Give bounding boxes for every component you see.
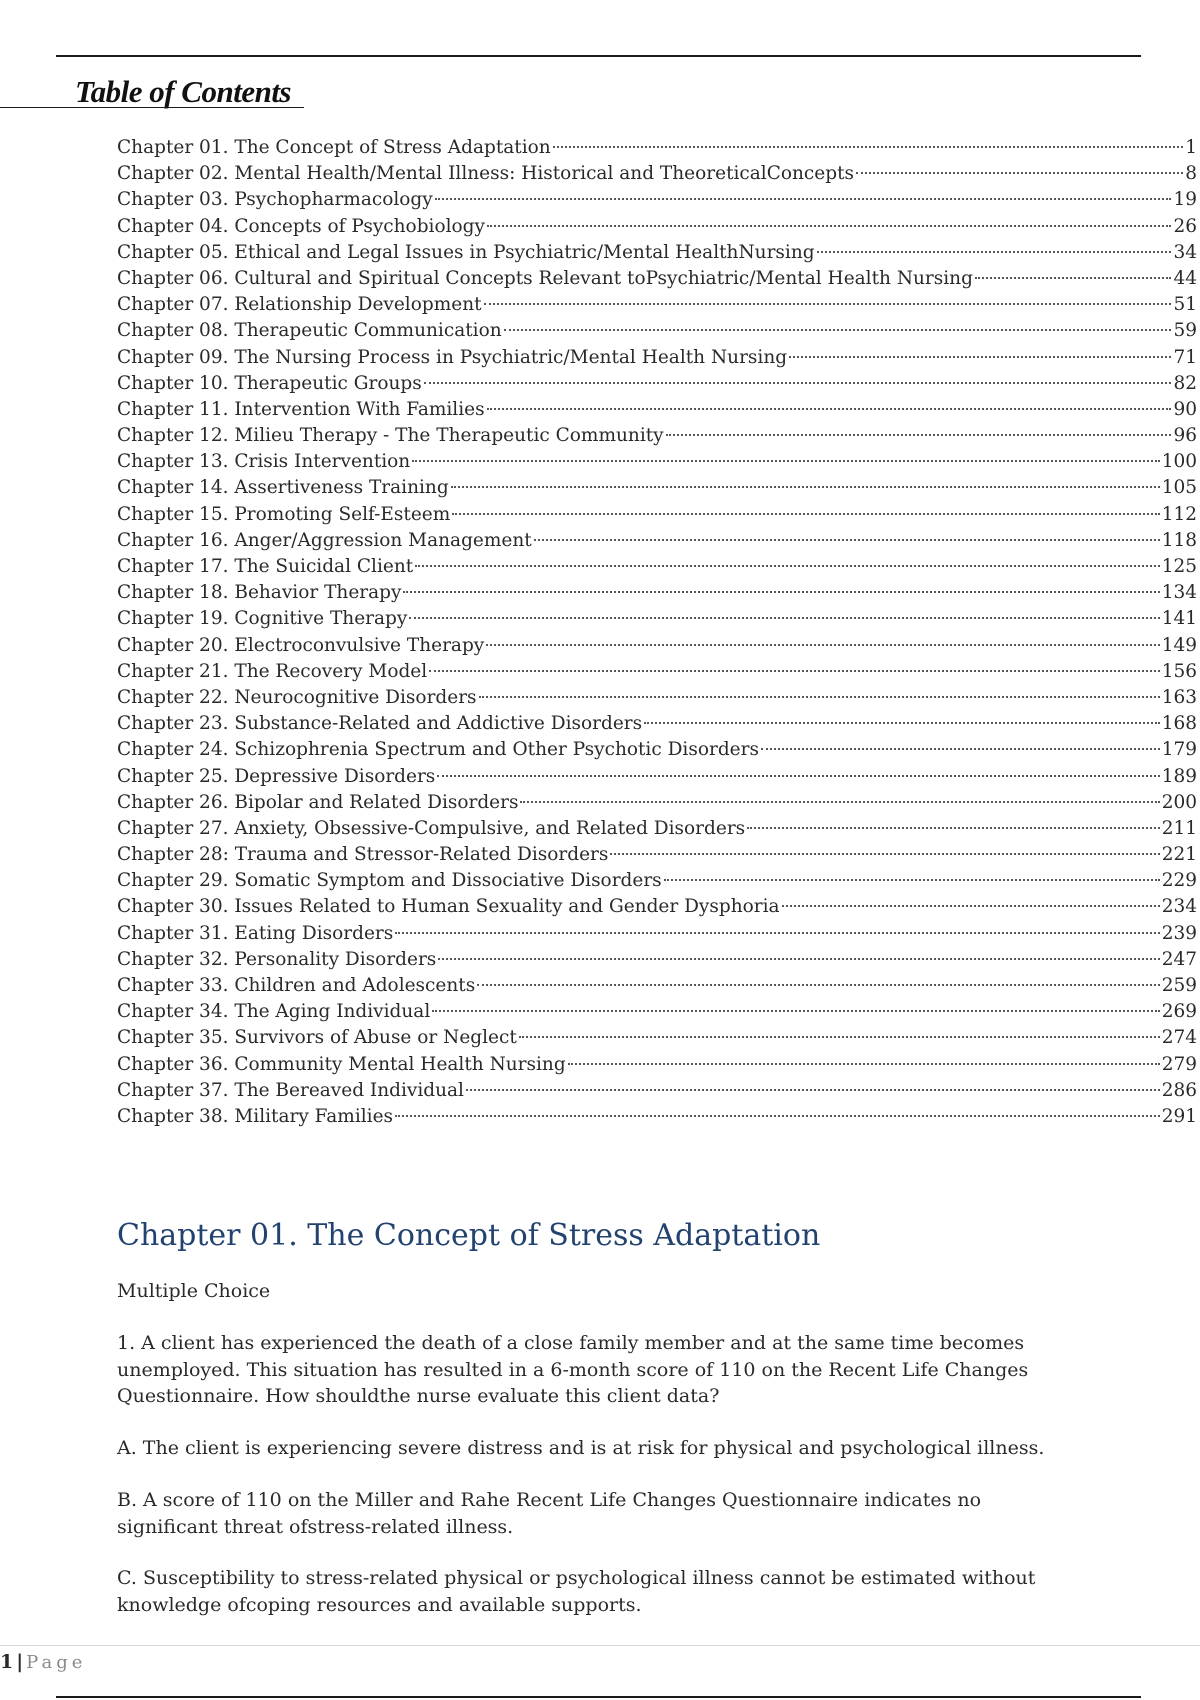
- toc-entry-label: Chapter 35. Survivors of Abuse or Neglect: [117, 1027, 517, 1049]
- toc-entry[interactable]: [117, 475, 1197, 501]
- toc-title: Table of Contents: [75, 74, 291, 109]
- toc-entry-label: Chapter 14. Assertiveness Training: [117, 477, 449, 499]
- toc-entry[interactable]: [117, 1078, 1197, 1104]
- toc-entry[interactable]: [117, 816, 1197, 842]
- toc-entry-label: Chapter 03. Psychopharmacology: [117, 189, 433, 211]
- toc-entry-page: 44: [1173, 267, 1197, 289]
- toc-dot-leader: [466, 1088, 1160, 1091]
- toc-entry-label: Chapter 28: Trauma and Stressor-Related Disorders: [117, 844, 609, 866]
- toc-entry-label: Chapter 37. The Bereaved Individual: [117, 1079, 464, 1101]
- toc-dot-leader: [487, 224, 1172, 227]
- toc-dot-leader: [403, 590, 1159, 593]
- toc-entry-page: 234: [1161, 896, 1197, 918]
- toc-entry-page: 96: [1173, 425, 1197, 447]
- toc-dot-leader: [451, 485, 1160, 488]
- toc-entry-label: Chapter 11. Intervention With Families: [117, 398, 485, 420]
- toc-entry-label: Chapter 32. Personality Disorders: [117, 948, 437, 970]
- toc-entry-page: 125: [1161, 556, 1197, 577]
- toc-dot-leader: [747, 826, 1160, 829]
- option-b: B. A score of 110 on the Miller and Rahe Recent Life Changes Questionnaire indicates no significant threat ofstress-related illness.: [117, 1489, 982, 1538]
- toc-dot-leader: [856, 171, 1183, 174]
- toc-entry-label: Chapter 22. Neurocognitive Disorders: [117, 686, 477, 708]
- toc-dot-leader: [761, 747, 1160, 750]
- page-footer: [0, 1651, 86, 1673]
- toc-entry-page: 141: [1161, 608, 1197, 630]
- toc-entry-label: Chapter 01. The Concept of Stress Adaptation: [117, 137, 551, 158]
- toc-dot-leader: [432, 1009, 1159, 1012]
- toc-entry-label: Chapter 20. Electroconvulsive Therapy: [117, 634, 485, 656]
- toc-entry[interactable]: [117, 1052, 1197, 1078]
- toc-entry[interactable]: [117, 1104, 1197, 1130]
- toc-entry[interactable]: [117, 371, 1197, 397]
- toc-entry-page: 229: [1161, 870, 1197, 892]
- toc-entry-label: Chapter 34. The Aging Individual: [117, 1001, 431, 1023]
- toc-entry[interactable]: [117, 633, 1197, 659]
- toc-entry-page: 34: [1173, 241, 1197, 263]
- toc-entry-page: 71: [1173, 346, 1197, 368]
- toc-entry[interactable]: [117, 711, 1197, 737]
- toc-entry[interactable]: [117, 161, 1197, 187]
- toc-dot-leader: [424, 381, 1172, 384]
- toc-entry-label: Chapter 07. Relationship Development: [117, 294, 482, 316]
- toc-entry-page: 286: [1161, 1079, 1197, 1101]
- toc-entry[interactable]: [117, 580, 1197, 606]
- toc-dot-leader: [435, 197, 1172, 200]
- toc-title-underline: [0, 107, 304, 108]
- toc-entry[interactable]: [117, 606, 1197, 632]
- toc-dot-leader: [519, 1035, 1160, 1038]
- toc-entry[interactable]: [117, 894, 1197, 920]
- toc-entry-page: 269: [1161, 1001, 1197, 1023]
- toc-entry[interactable]: [117, 266, 1197, 292]
- toc-entry[interactable]: [117, 921, 1197, 947]
- toc-entry-page: 259: [1161, 975, 1197, 996]
- toc-dot-leader: [437, 774, 1159, 777]
- toc-dot-leader: [477, 983, 1159, 986]
- toc-dot-leader: [452, 512, 1159, 515]
- toc-entry-label: Chapter 09. The Nursing Process in Psychiatric/Mental Health Nursing: [117, 346, 788, 368]
- toc-entry[interactable]: [117, 397, 1197, 423]
- toc-entry[interactable]: [117, 659, 1197, 685]
- toc-entry-label: Chapter 17. The Suicidal Client: [117, 556, 414, 577]
- option-a: A. The client is experiencing severe distress and is at risk for physical and psychological illness.: [117, 1437, 1045, 1459]
- toc-entry-page: 100: [1161, 451, 1197, 473]
- toc-dot-leader: [504, 328, 1172, 331]
- toc-entry-page: 90: [1173, 398, 1197, 420]
- toc-entry-label: Chapter 29. Somatic Symptom and Dissociative Disorders: [117, 870, 662, 892]
- toc-entry[interactable]: [117, 240, 1197, 266]
- question-text: 1. A client has experienced the death of a close family member and at the same time becomes unemployed. This situation has resulted in a 6-month score of 110 on the Recent Life Changes Questionnaire. How shouldthe nurse evaluate this client data?: [117, 1332, 1029, 1407]
- toc-entry-page: 239: [1161, 922, 1197, 944]
- toc-entry-label: Chapter 08. Therapeutic Communication: [117, 320, 502, 342]
- toc-entry-label: Chapter 12. Milieu Therapy - The Therapeutic Community: [117, 425, 664, 447]
- toc-dot-leader: [975, 276, 1172, 279]
- toc-entry-label: Chapter 16. Anger/Aggression Management: [117, 529, 532, 551]
- toc-entry-page: 82: [1173, 372, 1197, 394]
- toc-entry-page: 211: [1161, 817, 1197, 839]
- toc-dot-leader: [395, 1114, 1160, 1117]
- toc-dot-leader: [817, 250, 1172, 253]
- toc-entry[interactable]: [117, 973, 1197, 999]
- toc-entry[interactable]: [117, 999, 1197, 1025]
- toc-dot-leader: [553, 145, 1184, 148]
- toc-entry-page: 59: [1173, 320, 1197, 342]
- toc-dot-leader: [484, 302, 1172, 305]
- toc-entry[interactable]: [117, 554, 1197, 580]
- toc-entry[interactable]: [117, 842, 1197, 868]
- toc-entry[interactable]: [117, 528, 1197, 554]
- toc-entry-label: Chapter 38. Military Families: [117, 1105, 394, 1127]
- toc-entry-label: Chapter 30. Issues Related to Human Sexuality and Gender Dysphoria: [117, 896, 780, 918]
- toc-entry[interactable]: [117, 214, 1197, 240]
- toc-entry-label: Chapter 10. Therapeutic Groups: [117, 372, 422, 394]
- toc-entry[interactable]: [117, 292, 1197, 318]
- toc-dot-leader: [789, 355, 1171, 358]
- toc-entry-page: 8: [1185, 163, 1197, 185]
- toc-entry-label: Chapter 23. Substance-Related and Addictive Disorders: [117, 713, 643, 735]
- top-rule: [56, 55, 1141, 57]
- toc-dot-leader: [415, 564, 1160, 567]
- toc-dot-leader: [395, 931, 1159, 934]
- toc-entry[interactable]: [117, 868, 1197, 894]
- toc-entry-page: 112: [1161, 503, 1197, 525]
- toc-entry-page: 179: [1161, 739, 1197, 761]
- toc-entry[interactable]: [117, 135, 1197, 161]
- footer-page-word: Page: [26, 1652, 87, 1673]
- toc-entry[interactable]: [117, 685, 1197, 711]
- toc-entry-label: Chapter 18. Behavior Therapy: [117, 582, 402, 604]
- toc-dot-leader: [429, 669, 1160, 672]
- toc-entry[interactable]: [117, 790, 1197, 816]
- toc-entry-page: 19: [1173, 189, 1197, 211]
- toc-entry-label: Chapter 33. Children and Adolescents: [117, 975, 476, 996]
- toc-entry[interactable]: [117, 764, 1197, 790]
- toc-dot-leader: [412, 459, 1159, 462]
- toc-entry-label: Chapter 36. Community Mental Health Nursing: [117, 1053, 566, 1075]
- toc-list: [117, 135, 1197, 1130]
- toc-entry-page: 168: [1161, 713, 1197, 735]
- toc-dot-leader: [610, 852, 1159, 855]
- toc-entry-page: 105: [1161, 477, 1197, 499]
- toc-entry-page: 134: [1161, 582, 1197, 604]
- toc-entry[interactable]: [117, 1025, 1197, 1051]
- toc-entry-page: 274: [1161, 1027, 1197, 1049]
- footer-separator: |: [16, 1651, 24, 1673]
- toc-dot-leader: [486, 643, 1159, 646]
- option-c: C. Susceptibility to stress-related physical or psychological illness cannot be estimated without knowledge ofcoping resources and available supports.: [117, 1567, 1036, 1616]
- section-label: Multiple Choice: [117, 1280, 271, 1302]
- footer-rule: [0, 1645, 1200, 1646]
- toc-entry[interactable]: [117, 318, 1197, 344]
- toc-entry-label: Chapter 05. Ethical and Legal Issues in Psychiatric/Mental HealthNursing: [117, 241, 815, 263]
- toc-entry-label: Chapter 06. Cultural and Spiritual Concepts Relevant toPsychiatric/Mental Health Nursing: [117, 267, 973, 289]
- toc-entry-label: Chapter 19. Cognitive Therapy: [117, 608, 408, 630]
- toc-entry-label: Chapter 27. Anxiety, Obsessive-Compulsive, and Related Disorders: [117, 817, 746, 839]
- bottom-rule: [56, 1696, 1141, 1698]
- toc-entry-page: 1: [1185, 137, 1197, 158]
- toc-entry-page: 163: [1161, 686, 1197, 708]
- toc-entry[interactable]: [117, 947, 1197, 973]
- toc-entry-page: 200: [1161, 791, 1197, 813]
- toc-entry-page: 118: [1161, 529, 1197, 551]
- toc-entry-label: Chapter 21. The Recovery Model: [117, 660, 428, 682]
- toc-dot-leader: [568, 1062, 1160, 1065]
- toc-entry-label: Chapter 02. Mental Health/Mental Illness: Historical and TheoreticalConcepts: [117, 163, 855, 185]
- toc-entry[interactable]: [117, 737, 1197, 763]
- chapter-heading: Chapter 01. The Concept of Stress Adaptation: [117, 1218, 821, 1253]
- toc-entry-label: Chapter 13. Crisis Intervention: [117, 451, 411, 473]
- toc-entry-page: 156: [1161, 660, 1197, 682]
- toc-dot-leader: [487, 407, 1172, 410]
- toc-dot-leader: [664, 878, 1160, 881]
- toc-dot-leader: [666, 433, 1172, 436]
- toc-entry[interactable]: [117, 449, 1197, 475]
- toc-dot-leader: [644, 721, 1160, 724]
- toc-dot-leader: [520, 800, 1159, 803]
- toc-entry-label: Chapter 26. Bipolar and Related Disorders: [117, 791, 519, 813]
- toc-entry[interactable]: [117, 502, 1197, 528]
- toc-dot-leader: [782, 904, 1160, 907]
- toc-dot-leader: [438, 957, 1159, 960]
- toc-entry-page: 189: [1161, 765, 1197, 787]
- toc-entry-page: 221: [1161, 844, 1197, 866]
- toc-entry[interactable]: [117, 423, 1197, 449]
- footer-page-number: 1: [0, 1651, 14, 1673]
- toc-entry[interactable]: [117, 345, 1197, 371]
- toc-entry-page: 51: [1173, 294, 1197, 316]
- toc-entry-label: Chapter 04. Concepts of Psychobiology: [117, 215, 485, 237]
- toc-entry-label: Chapter 15. Promoting Self-Esteem: [117, 503, 451, 525]
- toc-dot-leader: [479, 695, 1160, 698]
- toc-entry-page: 279: [1161, 1053, 1197, 1075]
- toc-entry-label: Chapter 31. Eating Disorders: [117, 922, 394, 944]
- toc-entry-page: 247: [1161, 948, 1197, 970]
- toc-entry-page: 291: [1161, 1105, 1197, 1127]
- toc-entry-page: 149: [1161, 634, 1197, 656]
- toc-dot-leader: [409, 616, 1159, 619]
- toc-entry-label: Chapter 24. Schizophrenia Spectrum and Other Psychotic Disorders: [117, 739, 759, 761]
- toc-dot-leader: [534, 538, 1160, 541]
- toc-entry-page: 26: [1173, 215, 1197, 237]
- toc-entry[interactable]: [117, 187, 1197, 213]
- toc-entry-label: Chapter 25. Depressive Disorders: [117, 765, 436, 787]
